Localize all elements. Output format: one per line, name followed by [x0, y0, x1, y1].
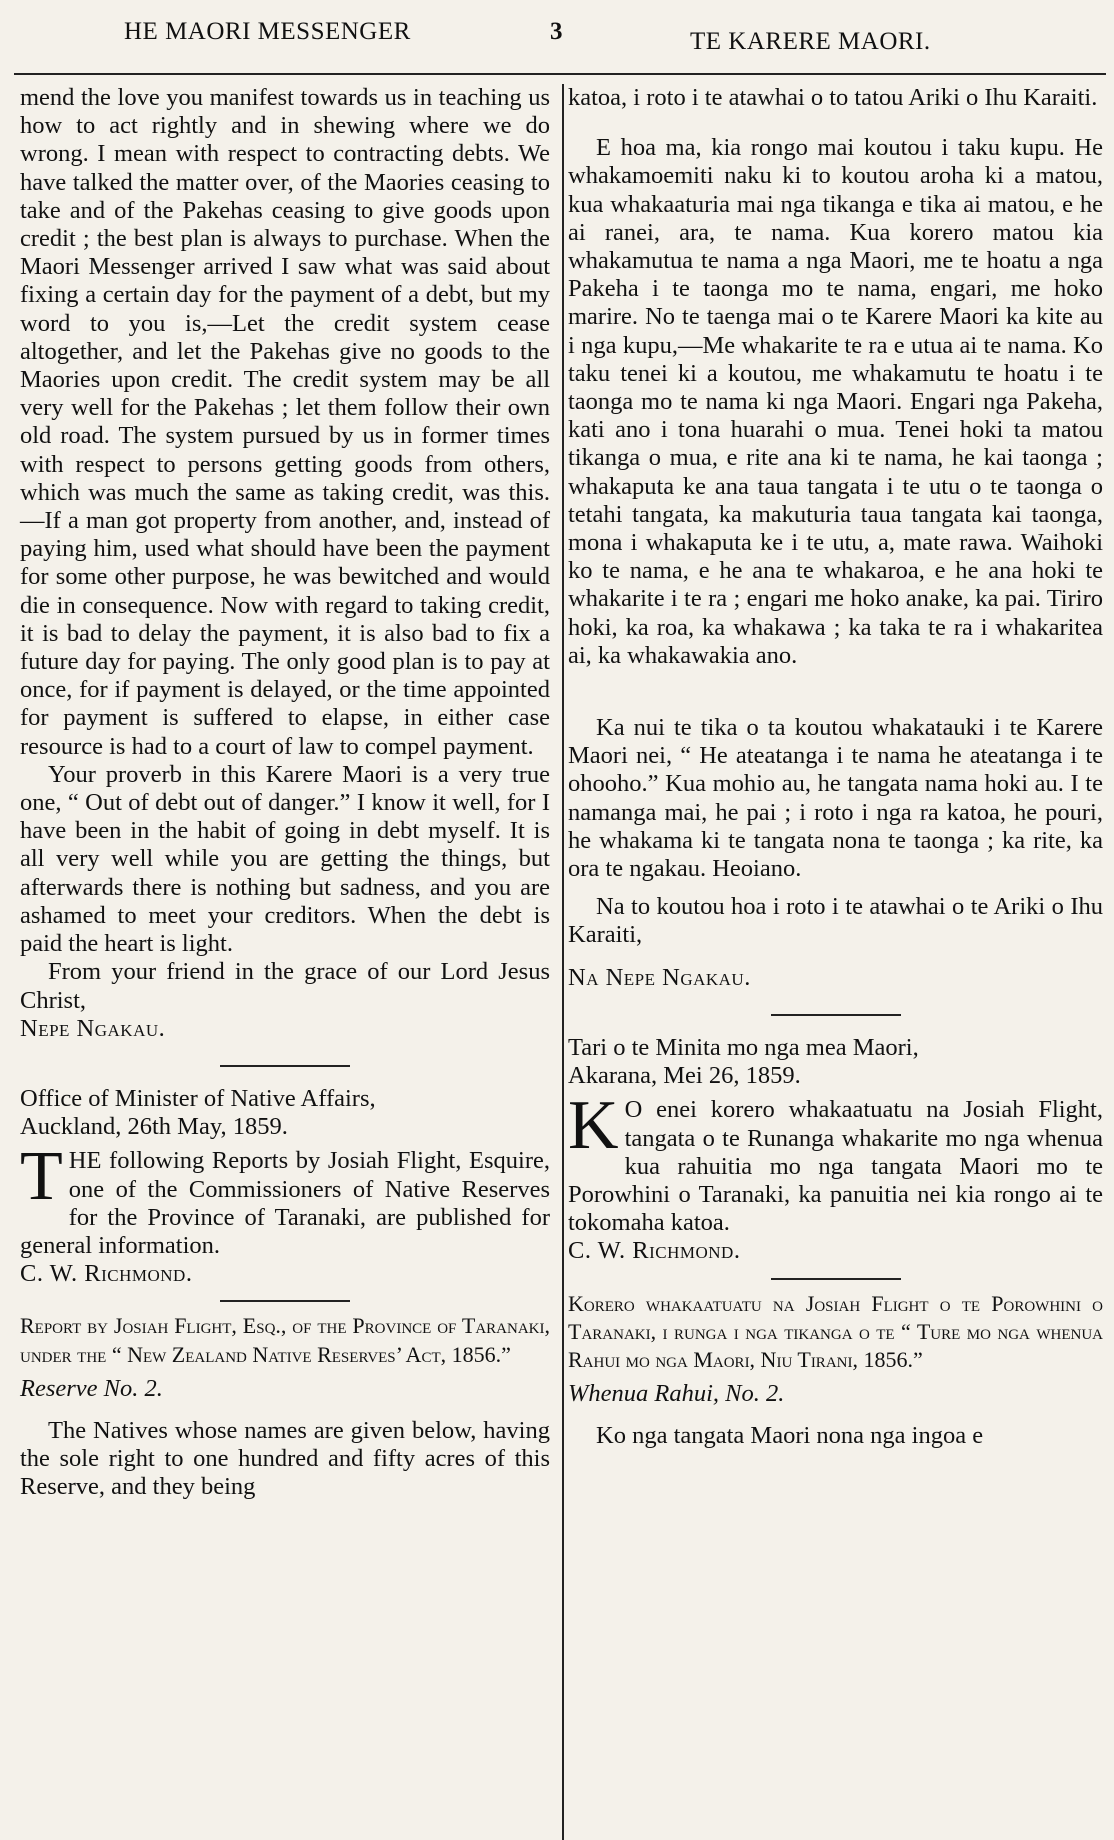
office-line-2: Auckland, 26th May, 1859.	[20, 1113, 288, 1141]
report-paragraph: The Natives whose names are given below, having the sole right to one hundred and fifty acres of this Reserve, and they being	[20, 1416, 550, 1501]
maori-column	[568, 84, 1103, 1451]
reserve-heading: Reserve No. 2.	[20, 1374, 163, 1402]
reta-paragraph-3: Ka nui te tika o ta koutou whakatauki i te Karere Maori nei, “ He ateatanga i te nama he ateatanga i te ohooho.” Kua mohio au, he tangata nama hoki au. I te namanga mai, he pai ; i roto i nga ra katoa, he pouri, he whakama ki te tangata nona te taonga ; ka rite, ka ora te ngakau. Heoiano.	[568, 714, 1103, 883]
reta-signature: Na Nepe Ngakau.	[568, 963, 751, 991]
korero-title: Korero whakaatuatu na Josiah Flight o te Porowhini o Taranaki, i runga i nga tikanga o te “ Ture mo nga whenua Rahui mo nga Maori, Niu Tirani, 1856.”	[568, 1290, 1103, 1372]
tari-line-2: Akarana, Mei 26, 1859.	[568, 1062, 801, 1090]
office-line-1: Office of Minister of Native Affairs,	[20, 1084, 376, 1112]
header-rule	[14, 73, 1106, 75]
column-divider	[562, 84, 564, 1840]
whenua-heading: Whenua Rahui, No. 2.	[568, 1380, 785, 1408]
letter-paragraph-2: Your proverb in this Karere Maori is a very true one, “ Out of debt out of danger.” I know it well, for I have been in the habit of going in debt myself. It is all very well while you are getting the things, but afterwards there is nothing but sadness, and you are ashamed to meet your creditors. When the debt is paid the heart is light.	[20, 760, 550, 958]
reta-closing: Na to koutou hoa i roto i te atawhai o te Ariki o Ihu Karaiti,	[568, 893, 1103, 949]
masthead-english: HE MAORI MESSENGER	[124, 18, 411, 45]
drop-cap-k: K	[568, 1087, 619, 1165]
english-column	[20, 84, 550, 1502]
notice-signature: C. W. Richmond.	[20, 1260, 193, 1288]
page-header	[0, 0, 1114, 64]
letter-paragraph-1: mend the love you manifest towards us in teaching us how to act rightly and in shewing where we do wrong. I mean with respect to contracting debts. We have talked the matter over, of the Maories ceasing to take and of the Pakehas ceasing to give goods upon credit ; the best plan is always to purchase. When the Maori Messenger arrived I saw what was said about fixing a certain day for the payment of a debt, but my word to you is,—Let the credit system cease altogether, and let the Pakehas give no goods to the Maories upon credit. The credit system may be all very well for the Pakehas ; let them follow their own old road. The system pursued by us in former times with respect to persons getting goods from others, which was much the same as taking credit, was this.—If a man got property from another, and, instead of paying him, used what should have been the payment for some other purpose, he was bewitched and would die in consequence. Now with regard to taking credit, it is bad to delay the payment, it is also bad to fix a future day for paying. The only good plan is to pay at once, for if payment is delayed, or the time appointed for payment is suffered to elapse, in either case resource is had to a court of law to compel payment.	[20, 84, 550, 760]
panui-text: O enei korero whakaatuatu na Josiah Flight, tangata o te Runanga whakarite mo nga whenua kua rahuitia mo nga tangata Maori mo te Porowhini o Taranaki, ka panuitia nei kia rongo ai te tokomaha katoa.	[568, 1096, 1103, 1237]
drop-cap: T	[20, 1138, 63, 1216]
reta-paragraph-2: E hoa ma, kia rongo mai koutou i taku kupu. He whakamoemiti naku ki to koutou aroha ki a matou, kua whakaaturia mai nga tikanga e tika ai matou, e he ai ranei, ara, te nama. Kua korero matou kia whakamutua te nama a nga Maori, me te hoatu a nga Pakeha i te taonga mo te nama, engari, me hoko marire. No te taenga mai o te Karere Maori ka kite au i nga kupu,—Me whakarite te ra e utua ai te nama. Ko taku tenei ki a koutou, me whakamutu te hoatu i te taonga mo te nama ki nga Maori. Engari nga Pakeha, kati ano i tona huarahi o mua. Tenei hoki ta matou tikanga o mua, e rite ana ki te nama, he kai taonga ; whakaputa ke ana taua tangata i te utu o te taonga o tetahi tangata, ka makuturia taua tangata kai taonga, mona i whakaputa ke i te utu, a, mate rawa. Waihoki ko te nama, e he ana te whakaroa, e he ana hoki te whakarite i te ra ; engari me hoko anake, ka pai. Tiriro hoki, ka roa, ka whakawa ; ka taka te ra i whakaritea ai, ka whakawakia ano.	[568, 134, 1103, 669]
letter-signature: Nepe Ngakau.	[20, 1014, 166, 1042]
letter-closing: From your friend in the grace of our Lord Jesus Christ,	[20, 958, 550, 1014]
notice-paragraph	[20, 1138, 550, 1260]
panui-paragraph	[568, 1087, 1103, 1237]
panui-signature: C. W. Richmond.	[568, 1237, 741, 1265]
korero-paragraph: Ko nga tangata Maori nona nga ingoa e	[596, 1422, 984, 1450]
section-rule	[220, 1065, 350, 1067]
page-number: 3	[550, 18, 563, 45]
notice-text: HE following Reports by Josiah Flight, Esquire, one of the Commissioners of Native Reserves for the Province of Taranaki, are published for general information.	[20, 1147, 550, 1259]
section-rule-2	[220, 1300, 350, 1302]
reta-paragraph-1: katoa, i roto i te atawhai o to tatou Ariki o Ihu Karaiti.	[568, 84, 1098, 111]
masthead-maori: TE KARERE MAORI.	[690, 28, 931, 55]
tari-line-1: Tari o te Minita mo nga mea Maori,	[568, 1033, 919, 1061]
report-title: Report by Josiah Flight, Esq., of the Province of Taranaki, under the “ New Zealand Native Reserves’ Act, 1856.”	[20, 1313, 550, 1367]
section-rule-right	[771, 1014, 901, 1016]
section-rule-right-2	[771, 1278, 901, 1280]
